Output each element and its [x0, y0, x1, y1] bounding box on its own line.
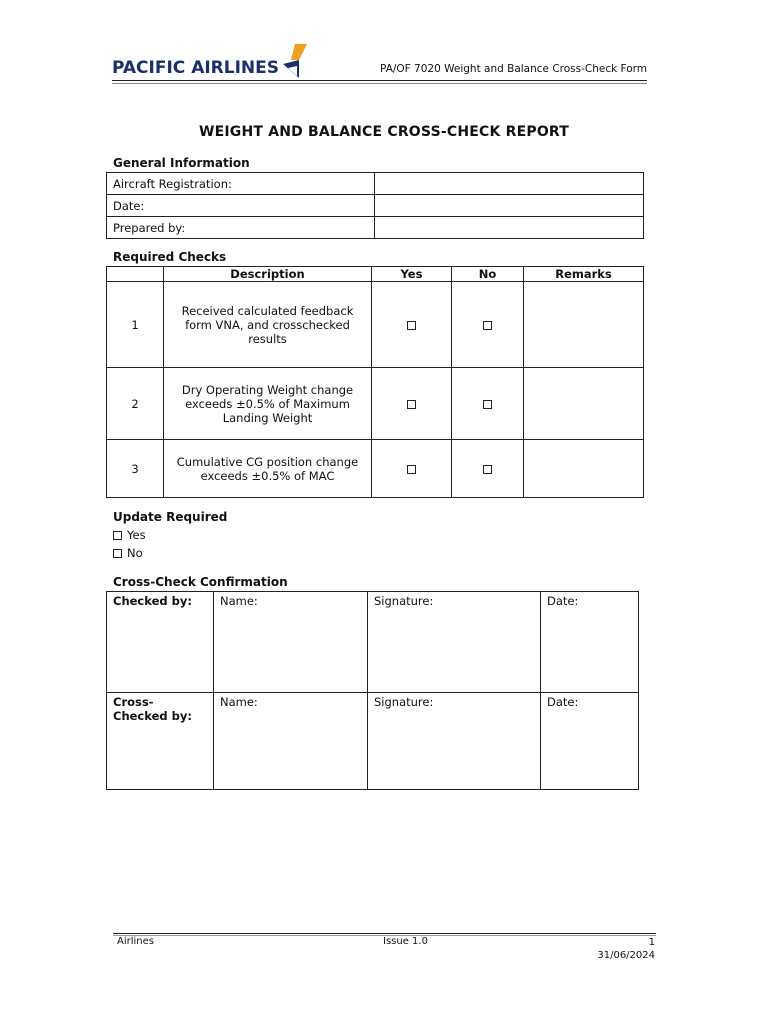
check-remarks-field[interactable]: [524, 282, 644, 368]
footer-page-info: [597, 936, 655, 962]
update-yes-label: Yes: [127, 528, 146, 542]
general-info-label: Aircraft Registration:: [107, 173, 375, 195]
check-number: 2: [107, 368, 164, 440]
update-no-label: No: [127, 546, 143, 560]
footer-divider: [113, 933, 656, 934]
check-no-checkbox[interactable]: [483, 400, 492, 409]
check-yes-checkbox[interactable]: [407, 321, 416, 330]
required-checks-table: [106, 266, 644, 498]
required-check-row: [107, 282, 644, 368]
footer-page-number: 1: [648, 937, 655, 948]
update-option-yes[interactable]: [113, 528, 146, 542]
cross-check-name-field[interactable]: Name:: [214, 592, 368, 693]
general-info-value-field[interactable]: [375, 195, 644, 217]
required-checks-heading: Required Checks: [113, 250, 227, 264]
update-no-checkbox[interactable]: [113, 549, 122, 558]
check-description: Received calculated feedback form VNA, and crosschecked results: [164, 282, 372, 368]
check-remarks-field[interactable]: [524, 440, 644, 498]
cross-check-name-field[interactable]: Name:: [214, 693, 368, 790]
footer-date: 31/06/2024: [597, 950, 655, 961]
general-info-row: [107, 195, 644, 217]
cross-check-role: Cross-Checked by:: [107, 693, 214, 790]
header-divider-secondary: [112, 83, 647, 84]
footer-company: Airlines: [117, 936, 154, 947]
general-info-value-field[interactable]: [375, 173, 644, 195]
general-info-value-field[interactable]: [375, 217, 644, 239]
column-header-number: [107, 267, 164, 282]
check-no-cell: [452, 440, 524, 498]
column-header-description: Description: [164, 267, 372, 282]
general-info-heading: General Information: [113, 156, 250, 170]
check-yes-cell: [372, 282, 452, 368]
cross-check-signature-field[interactable]: Signature:: [368, 693, 541, 790]
general-info-label: Prepared by:: [107, 217, 375, 239]
check-description: Dry Operating Weight change exceeds ±0.5% of Maximum Landing Weight: [164, 368, 372, 440]
column-header-remarks: Remarks: [524, 267, 644, 282]
check-number: 1: [107, 282, 164, 368]
cross-check-heading: Cross-Check Confirmation: [113, 575, 288, 589]
cross-check-row: [107, 693, 639, 790]
check-no-cell: [452, 368, 524, 440]
general-info-row: [107, 173, 644, 195]
required-checks-header-row: [107, 267, 644, 282]
check-no-cell: [452, 282, 524, 368]
document-title: WEIGHT AND BALANCE CROSS-CHECK REPORT: [198, 124, 570, 140]
general-info-label: Date:: [107, 195, 375, 217]
update-option-no[interactable]: [113, 546, 143, 560]
column-header-no: No: [452, 267, 524, 282]
check-yes-checkbox[interactable]: [407, 400, 416, 409]
column-header-yes: Yes: [372, 267, 452, 282]
check-number: 3: [107, 440, 164, 498]
check-yes-checkbox[interactable]: [407, 465, 416, 474]
cross-check-date-field[interactable]: Date:: [541, 592, 639, 693]
logo-text: PACIFIC AIRLINES: [112, 58, 280, 78]
check-no-checkbox[interactable]: [483, 321, 492, 330]
cross-check-table: [106, 591, 639, 790]
airline-tail-icon: [279, 44, 309, 78]
cross-check-role: Checked by:: [107, 592, 214, 693]
header-divider: [112, 80, 647, 81]
cross-check-date-field[interactable]: Date:: [541, 693, 639, 790]
company-logo: [112, 44, 312, 80]
general-info-row: [107, 217, 644, 239]
general-info-table: [106, 172, 644, 239]
check-no-checkbox[interactable]: [483, 465, 492, 474]
required-check-row: [107, 440, 644, 498]
cross-check-row: [107, 592, 639, 693]
check-yes-cell: [372, 368, 452, 440]
check-yes-cell: [372, 440, 452, 498]
check-description: Cumulative CG position change exceeds ±0.5% of MAC: [164, 440, 372, 498]
cross-check-signature-field[interactable]: Signature:: [368, 592, 541, 693]
update-required-heading: Update Required: [113, 510, 228, 524]
form-code: PA/OF 7020 Weight and Balance Cross-Check Form: [380, 63, 647, 75]
required-check-row: [107, 368, 644, 440]
footer-issue: Issue 1.0: [383, 936, 428, 947]
update-yes-checkbox[interactable]: [113, 531, 122, 540]
check-remarks-field[interactable]: [524, 368, 644, 440]
